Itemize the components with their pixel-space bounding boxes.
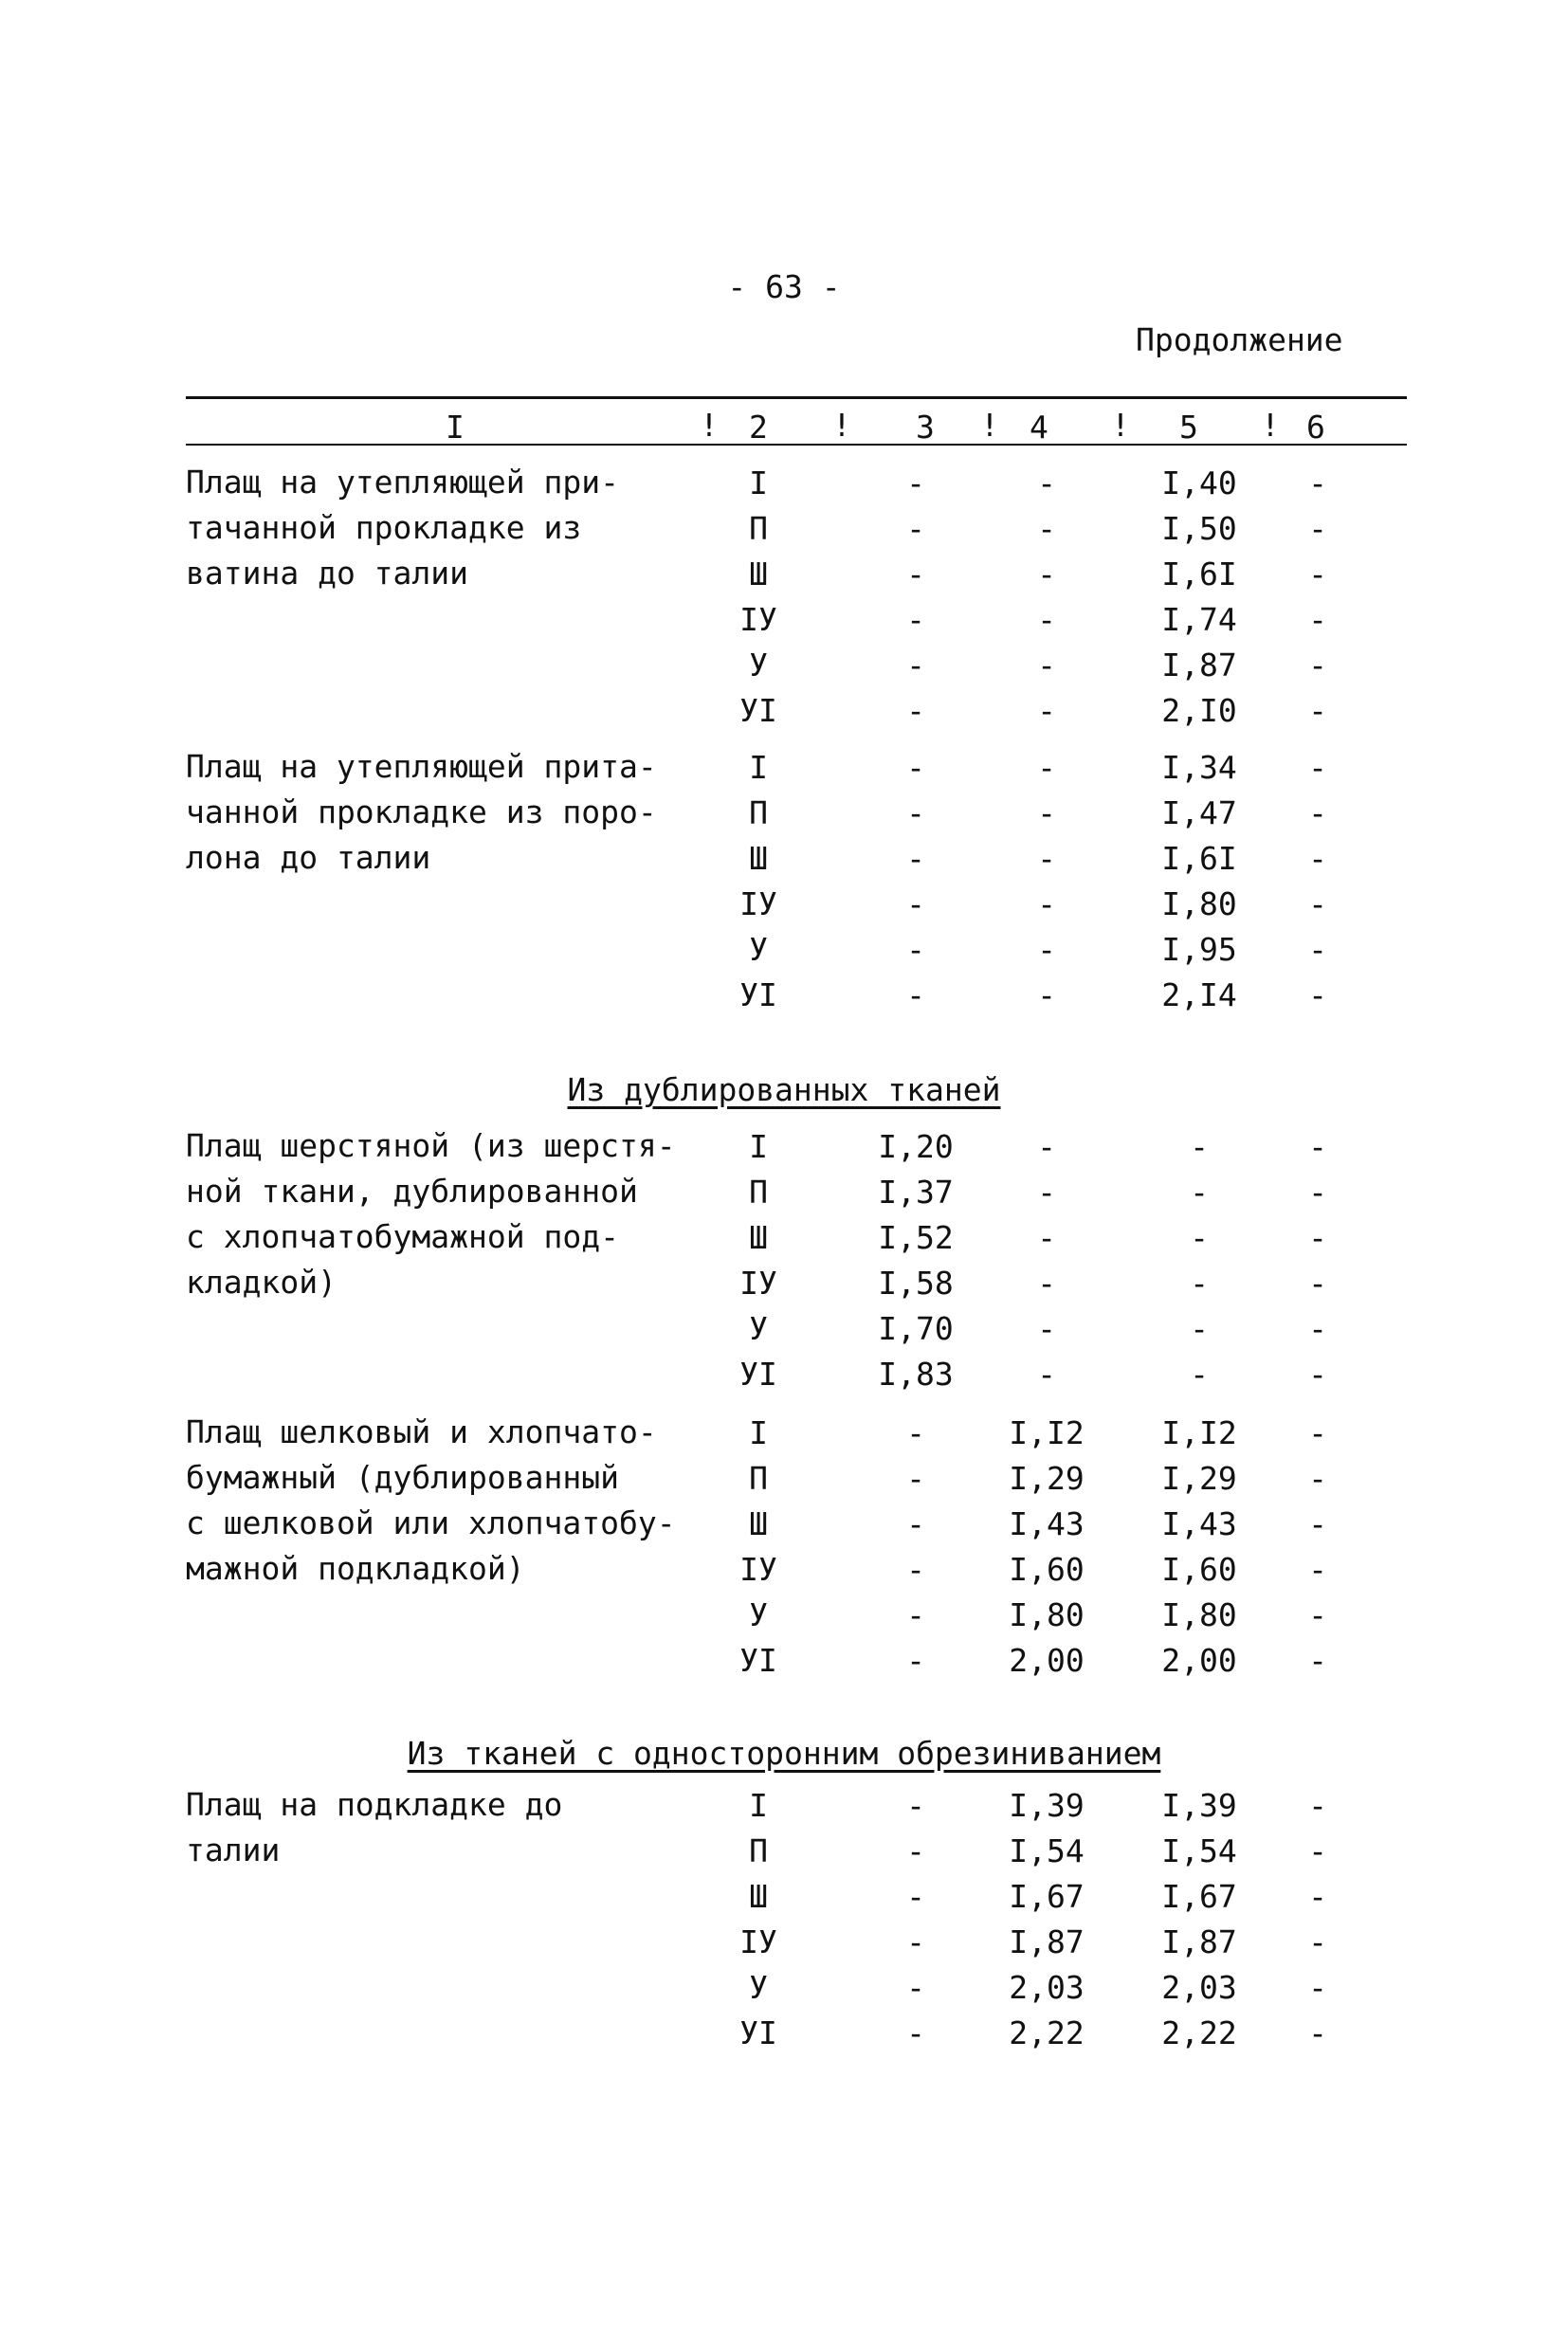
cell-col-4: -	[1037, 1265, 1056, 1302]
column-header-6: 6	[1306, 409, 1325, 446]
cell-grade: Ш	[749, 556, 768, 592]
cell-col-4: -	[1037, 976, 1056, 1013]
cell-col-4: I,60	[1009, 1551, 1085, 1588]
cell-grade: УI	[739, 1356, 777, 1393]
cell-col-4: 2,00	[1009, 1642, 1085, 1679]
cell-col-5: I,I2	[1161, 1414, 1237, 1451]
cell-col-6: -	[1308, 465, 1327, 501]
cell-col-5: -	[1190, 1356, 1209, 1393]
table-row	[0, 1460, 1568, 1501]
cell-col-4: -	[1037, 840, 1056, 877]
cell-col-6: -	[1308, 931, 1327, 968]
cell-col-3: -	[906, 1878, 925, 1915]
cell-col-4: -	[1037, 794, 1056, 831]
cell-col-5: I,54	[1161, 1832, 1237, 1869]
cell-grade: У	[749, 1310, 768, 1347]
cell-col-4: -	[1037, 601, 1056, 638]
cell-grade: УI	[739, 2014, 777, 2051]
cell-grade: П	[749, 794, 768, 831]
table-row	[0, 692, 1568, 733]
cell-col-6: -	[1308, 1174, 1327, 1211]
table-row	[0, 2014, 1568, 2055]
column-header-1: I	[446, 409, 465, 446]
cell-col-3: -	[906, 1414, 925, 1451]
cell-col-4: I,29	[1009, 1460, 1085, 1497]
cell-col-6: -	[1308, 1551, 1327, 1588]
header-bottom-rule	[186, 444, 1407, 446]
cell-col-6: -	[1308, 510, 1327, 547]
cell-col-3: -	[906, 976, 925, 1013]
cell-grade: П	[749, 1174, 768, 1211]
cell-col-3: -	[906, 1969, 925, 2006]
table-row	[0, 976, 1568, 1017]
cell-grade: У	[749, 1596, 768, 1633]
cell-col-5: I,39	[1161, 1787, 1237, 1824]
cell-col-4: 2,22	[1009, 2014, 1085, 2051]
cell-col-3: -	[906, 931, 925, 968]
cell-col-3: I,70	[878, 1310, 954, 1347]
cell-col-5: I,67	[1161, 1878, 1237, 1915]
column-header-3: 3	[916, 409, 935, 446]
cell-col-4: 2,03	[1009, 1969, 1085, 2006]
cell-grade: Ш	[749, 1878, 768, 1915]
cell-col-5: -	[1190, 1265, 1209, 1302]
cell-col-3: -	[906, 1596, 925, 1633]
cell-col-5: 2,I4	[1161, 976, 1237, 1013]
cell-col-6: -	[1308, 749, 1327, 786]
cell-col-3: -	[906, 1923, 925, 1960]
cell-col-4: -	[1037, 1128, 1056, 1165]
table-row	[0, 794, 1568, 835]
column-separator: !	[1261, 407, 1280, 444]
cell-col-3: -	[906, 465, 925, 501]
cell-col-4: I,54	[1009, 1832, 1085, 1869]
cell-col-4: -	[1037, 749, 1056, 786]
cell-col-6: -	[1308, 1832, 1327, 1869]
table-row	[0, 1787, 1568, 1828]
cell-grade: П	[749, 1832, 768, 1869]
description-line: Плащ на подкладке до	[186, 1786, 563, 1823]
description-line: Плащ шелковый и хлопчато-	[186, 1413, 657, 1450]
cell-grade: I	[749, 465, 768, 501]
description-line: с шелковой или хлопчатобу-	[186, 1504, 676, 1541]
cell-col-6: -	[1308, 1356, 1327, 1393]
cell-col-4: I,80	[1009, 1596, 1085, 1633]
cell-grade: П	[749, 510, 768, 547]
cell-col-5: I,6I	[1161, 556, 1237, 592]
cell-col-6: -	[1308, 647, 1327, 683]
cell-col-6: -	[1308, 1414, 1327, 1451]
description-line: тачанной прокладке из	[186, 509, 582, 546]
cell-col-6: -	[1308, 794, 1327, 831]
description-line: бумажный (дублированный	[186, 1459, 619, 1496]
description-line: кладкой)	[186, 1264, 337, 1301]
cell-col-6: -	[1308, 1310, 1327, 1347]
cell-col-6: -	[1308, 601, 1327, 638]
cell-grade: УI	[739, 976, 777, 1013]
cell-col-4: -	[1037, 647, 1056, 683]
table-row	[0, 1219, 1568, 1260]
cell-grade: П	[749, 1460, 768, 1497]
column-separator: !	[700, 407, 719, 444]
table-row	[0, 1176, 1568, 1214]
description-line: ватина до талии	[186, 555, 469, 592]
description-line: талии	[186, 1832, 281, 1868]
table-row	[0, 1358, 1568, 1396]
table-row	[0, 1832, 1568, 1873]
cell-grade: I	[749, 749, 768, 786]
cell-col-3: I,83	[878, 1356, 954, 1393]
cell-col-5: -	[1190, 1219, 1209, 1256]
section-heading: Из дублированных тканей	[567, 1071, 1001, 1108]
table-row	[0, 649, 1568, 687]
table-row	[0, 1642, 1568, 1683]
cell-grade: У	[749, 1969, 768, 2006]
cell-col-3: -	[906, 1505, 925, 1542]
cell-col-5: I,43	[1161, 1505, 1237, 1542]
cell-grade: У	[749, 647, 768, 683]
table-row	[0, 1267, 1568, 1305]
cell-col-5: 2,03	[1161, 1969, 1237, 2006]
continuation-label: Продолжение	[1136, 321, 1343, 358]
cell-grade: IУ	[739, 1551, 777, 1588]
table-row	[0, 749, 1568, 790]
cell-col-3: I,20	[878, 1128, 954, 1165]
cell-col-6: -	[1308, 1969, 1327, 2006]
cell-col-4: I,I2	[1009, 1414, 1085, 1451]
cell-col-4: -	[1037, 556, 1056, 592]
cell-col-5: I,80	[1161, 885, 1237, 922]
cell-col-6: -	[1308, 976, 1327, 1013]
cell-col-3: I,37	[878, 1174, 954, 1211]
cell-col-4: -	[1037, 1310, 1056, 1347]
table-row	[0, 1969, 1568, 2010]
table-row	[0, 840, 1568, 881]
table-row	[0, 1878, 1568, 1919]
cell-col-6: -	[1308, 1878, 1327, 1915]
header-top-rule	[186, 396, 1407, 399]
cell-col-3: -	[906, 1460, 925, 1497]
cell-col-5: I,80	[1161, 1596, 1237, 1633]
cell-col-4: -	[1037, 1219, 1056, 1256]
cell-col-3: -	[906, 840, 925, 877]
cell-col-4: -	[1037, 692, 1056, 729]
cell-col-3: I,52	[878, 1219, 954, 1256]
table-row	[0, 1596, 1568, 1637]
cell-col-6: -	[1308, 885, 1327, 922]
cell-col-6: -	[1308, 1642, 1327, 1679]
cell-col-3: -	[906, 1832, 925, 1869]
cell-grade: IУ	[739, 1923, 777, 1960]
column-separator: !	[832, 407, 851, 444]
section-heading: Из тканей с односторонним обрезиниванием	[407, 1735, 1161, 1772]
cell-col-3: -	[906, 1787, 925, 1824]
cell-grade: Ш	[749, 840, 768, 877]
column-separator: !	[980, 407, 999, 444]
cell-grade: УI	[739, 1642, 777, 1679]
cell-col-3: -	[906, 1551, 925, 1588]
table-row	[0, 467, 1568, 505]
cell-col-3: -	[906, 556, 925, 592]
description-line: Плащ на утепляющей при-	[186, 464, 619, 501]
cell-col-4: -	[1037, 1356, 1056, 1393]
cell-col-4: -	[1037, 1174, 1056, 1211]
cell-col-5: I,60	[1161, 1551, 1237, 1588]
description-line: ной ткани, дублированной	[186, 1173, 638, 1210]
cell-col-3: -	[906, 2014, 925, 2051]
cell-col-4: -	[1037, 885, 1056, 922]
cell-col-4: -	[1037, 510, 1056, 547]
cell-col-5: I,6I	[1161, 840, 1237, 877]
description-line: Плащ шерстяной (из шерстя-	[186, 1127, 676, 1164]
description-line: чанной прокладке из поро-	[186, 793, 657, 830]
cell-col-5: I,29	[1161, 1460, 1237, 1497]
cell-col-6: -	[1308, 1128, 1327, 1165]
cell-col-6: -	[1308, 2014, 1327, 2051]
cell-col-4: -	[1037, 465, 1056, 501]
cell-col-4: I,87	[1009, 1923, 1085, 1960]
cell-col-5: 2,I0	[1161, 692, 1237, 729]
cell-grade: IУ	[739, 601, 777, 638]
table-row	[0, 1551, 1568, 1592]
description-line: мажной подкладкой)	[186, 1550, 525, 1587]
cell-col-6: -	[1308, 1596, 1327, 1633]
cell-col-3: -	[906, 647, 925, 683]
cell-col-5: I,87	[1161, 647, 1237, 683]
cell-grade: У	[749, 931, 768, 968]
cell-grade: I	[749, 1128, 768, 1165]
table-row	[0, 1505, 1568, 1546]
cell-col-6: -	[1308, 1460, 1327, 1497]
cell-col-6: -	[1308, 840, 1327, 877]
cell-grade: I	[749, 1787, 768, 1824]
cell-col-5: 2,22	[1161, 2014, 1237, 2051]
cell-col-5: -	[1190, 1310, 1209, 1347]
cell-col-5: I,40	[1161, 465, 1237, 501]
cell-grade: IУ	[739, 1265, 777, 1302]
cell-col-3: -	[906, 510, 925, 547]
cell-grade: IУ	[739, 885, 777, 922]
cell-col-5: I,87	[1161, 1923, 1237, 1960]
cell-col-3: I,58	[878, 1265, 954, 1302]
table-row	[0, 1310, 1568, 1351]
table-row	[0, 1414, 1568, 1455]
cell-col-3: -	[906, 1642, 925, 1679]
cell-col-5: -	[1190, 1128, 1209, 1165]
cell-col-4: -	[1037, 931, 1056, 968]
cell-col-6: -	[1308, 692, 1327, 729]
table-row	[0, 601, 1568, 642]
table-row	[0, 558, 1568, 596]
cell-grade: I	[749, 1414, 768, 1451]
cell-col-6: -	[1308, 1787, 1327, 1824]
table-row	[0, 510, 1568, 551]
cell-col-5: I,95	[1161, 931, 1237, 968]
cell-col-5: I,47	[1161, 794, 1237, 831]
cell-col-6: -	[1308, 1265, 1327, 1302]
cell-col-5: I,50	[1161, 510, 1237, 547]
cell-col-4: I,39	[1009, 1787, 1085, 1824]
description-line: с хлопчатобумажной под-	[186, 1218, 619, 1255]
cell-grade: Ш	[749, 1219, 768, 1256]
cell-col-6: -	[1308, 1923, 1327, 1960]
cell-col-3: -	[906, 601, 925, 638]
cell-col-6: -	[1308, 1505, 1327, 1542]
cell-col-5: -	[1190, 1174, 1209, 1211]
cell-col-3: -	[906, 692, 925, 729]
cell-col-6: -	[1308, 556, 1327, 592]
table-row	[0, 1923, 1568, 1964]
table-row	[0, 885, 1568, 926]
table-row	[0, 931, 1568, 972]
cell-col-3: -	[906, 794, 925, 831]
cell-col-5: 2,00	[1161, 1642, 1237, 1679]
cell-col-4: I,43	[1009, 1505, 1085, 1542]
column-header-4: 4	[1030, 409, 1048, 446]
column-header-5: 5	[1179, 409, 1198, 446]
cell-col-3: -	[906, 749, 925, 786]
page-number: - 63 -	[727, 268, 841, 305]
cell-col-6: -	[1308, 1219, 1327, 1256]
cell-grade: УI	[739, 692, 777, 729]
column-separator: !	[1111, 407, 1130, 444]
cell-col-5: I,34	[1161, 749, 1237, 786]
table-row	[0, 1128, 1568, 1169]
cell-col-3: -	[906, 885, 925, 922]
cell-col-4: I,67	[1009, 1878, 1085, 1915]
description-line: Плащ на утепляющей прита-	[186, 748, 657, 785]
cell-col-5: I,74	[1161, 601, 1237, 638]
description-line: лона до талии	[186, 839, 431, 876]
cell-grade: Ш	[749, 1505, 768, 1542]
column-header-2: 2	[749, 409, 768, 446]
